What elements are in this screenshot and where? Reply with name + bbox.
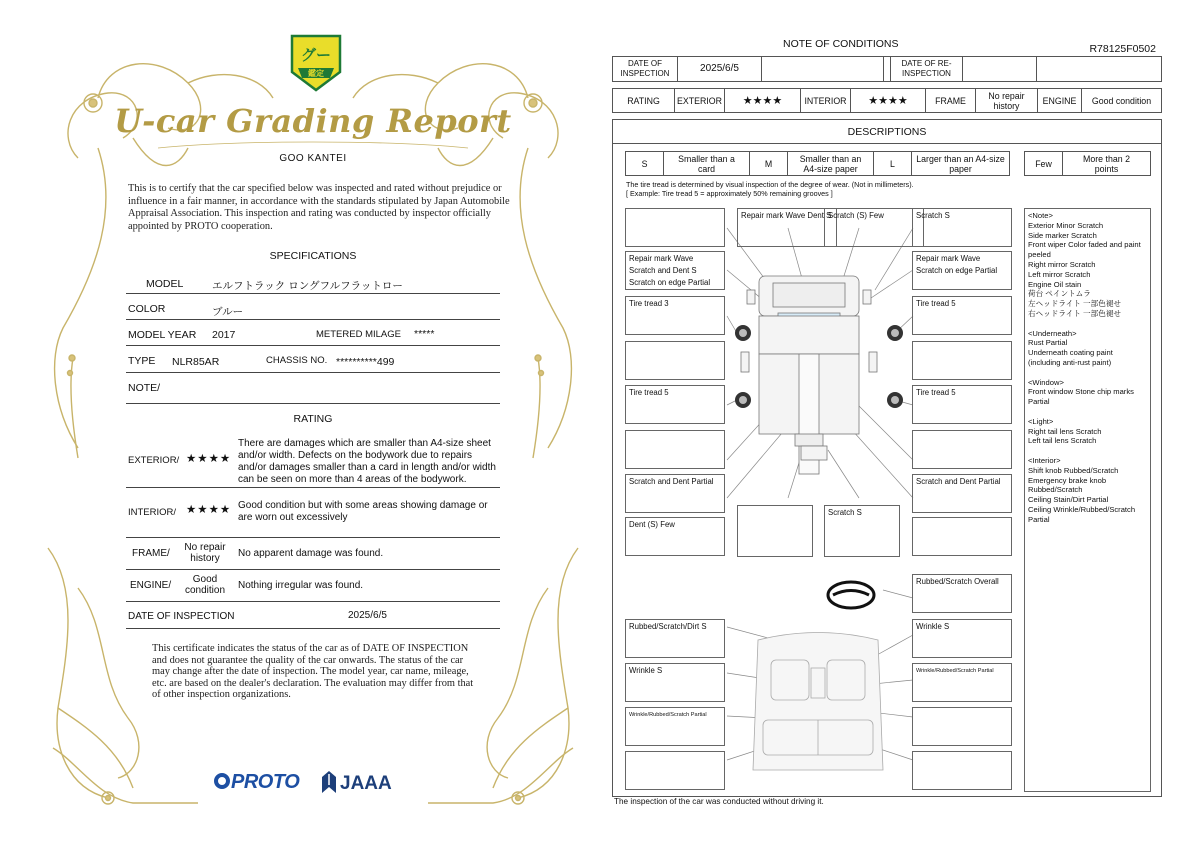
type-label: TYPE bbox=[128, 355, 156, 367]
blank-cell bbox=[884, 57, 891, 81]
engine-value: Good condition bbox=[1091, 95, 1152, 106]
comment-box-right-side bbox=[912, 341, 1012, 380]
certificate-footer: This certificate indicates the status of the car as of DATE OF INSPECTION and does not guarantee the quality of the car onwards. The status of the car may change after the date of inspection. The model year, car name, mileage, etc. are based on the dealer's declaration. The evaluation may differ from that of other inspection organizations. bbox=[152, 643, 474, 700]
legend-s: S bbox=[626, 152, 664, 175]
type-value: NLR85AR bbox=[172, 356, 220, 368]
comment-box-rear-center-left bbox=[737, 505, 813, 557]
color-label: COLOR bbox=[128, 303, 166, 315]
grading-certificate bbox=[38, 28, 588, 814]
comment-box-interior-right-2: Wrinkle/Rubbed/Scratch Partial bbox=[912, 663, 1012, 702]
rating-summary-table bbox=[612, 88, 1162, 113]
comment-box-left-side bbox=[625, 341, 725, 380]
engine-description: Nothing irregular was found. bbox=[238, 580, 364, 591]
descriptions-heading: DESCRIPTIONS bbox=[613, 120, 1161, 144]
proto-logo-icon bbox=[214, 773, 230, 789]
comment-box-rear-right-bottom bbox=[912, 517, 1012, 556]
interior-label: INTERIOR bbox=[801, 89, 851, 112]
comment-box-interior-right-3 bbox=[912, 707, 1012, 746]
comment-box-interior-left-1: Rubbed/Scratch/Dirt S bbox=[625, 619, 725, 658]
sheet-footer: The inspection of the car was conducted without driving it. bbox=[614, 797, 824, 806]
comment-box-rear-left: Scratch and Dent Partial bbox=[625, 474, 725, 513]
sheet-title: NOTE OF CONDITIONS bbox=[783, 38, 899, 50]
frame-value: No repair history bbox=[976, 89, 1038, 112]
badge-top-text: グー bbox=[300, 46, 332, 64]
proto-logo bbox=[214, 771, 299, 794]
steering-wheel-icon bbox=[828, 582, 874, 608]
legend-s-text: Smaller than a card bbox=[664, 152, 750, 175]
comment-box-tire-front-left: Tire tread 3 bbox=[625, 296, 725, 335]
spec-row-model-year bbox=[126, 320, 500, 346]
comment-box-front-center-right: Scratch (S) Few bbox=[824, 208, 924, 247]
comment-box-front-left-top bbox=[625, 208, 725, 247]
rating-heading: RATING bbox=[293, 413, 333, 425]
engine-label: ENGINE bbox=[1038, 89, 1082, 112]
tire-note-line-1: The tire tread is determined by visual inspection of the degree of wear. (Not in millimeters). bbox=[626, 180, 914, 189]
exterior-stars: ★★★★ bbox=[186, 453, 232, 465]
comment-box-interior-right-4 bbox=[912, 751, 1012, 790]
note-of-conditions-sheet bbox=[600, 0, 1200, 848]
blank-cell bbox=[1037, 57, 1161, 81]
spec-row-note bbox=[126, 373, 500, 404]
color-value: ブルー bbox=[212, 306, 244, 318]
date-of-inspection-value: 2025/6/5 bbox=[678, 57, 762, 81]
certificate-intro: This is to certify that the car specified below was inspected and rated without prejudice or influence in a fair manner, in accordance with the standards stipulated by Japan Automobile Appraisal Association. This inspection and rating was conducted by inspector officially appointed by PROTO cooperation. bbox=[128, 183, 510, 232]
comment-box-interior-left-3: Wrinkle/Rubbed/Scratch Partial bbox=[625, 707, 725, 746]
comment-box-rear-left-1 bbox=[625, 430, 725, 469]
comment-box-front-right-2: Repair mark Wave Scratch on edge Partial bbox=[912, 251, 1012, 290]
comment-box-rear-center-right: Scratch S bbox=[824, 505, 900, 557]
legend-m: M bbox=[750, 152, 788, 175]
badge-bottom-text: 鑑定 bbox=[308, 69, 324, 78]
frame-value: No repair history bbox=[184, 542, 226, 564]
chassis-value: **********499 bbox=[336, 356, 395, 368]
date-of-inspection-value: 2025/6/5 bbox=[348, 610, 387, 621]
logos bbox=[214, 768, 414, 802]
reinspection-value bbox=[963, 57, 1037, 81]
goo-kantei-badge-icon bbox=[288, 32, 344, 94]
spec-row-type bbox=[126, 346, 500, 373]
comment-box-tire-front-right: Tire tread 5 bbox=[912, 296, 1012, 335]
model-year-label: MODEL YEAR bbox=[128, 329, 197, 341]
certificate-subtitle: GOO KANTEI bbox=[279, 153, 347, 164]
frame-label: FRAME bbox=[926, 89, 976, 112]
inspection-dates-table bbox=[612, 56, 1162, 82]
comment-box-interior-right-1: Wrinkle S bbox=[912, 619, 1012, 658]
model-year-value: 2017 bbox=[212, 329, 236, 341]
comment-box-rear-right: Scratch and Dent Partial bbox=[912, 474, 1012, 513]
certificate-title: U-car Grading Report bbox=[114, 102, 512, 140]
legend-l-text: Larger than an A4-size paper bbox=[916, 153, 1005, 174]
frame-description: No apparent damage was found. bbox=[238, 548, 384, 559]
note-label: NOTE/ bbox=[128, 382, 161, 394]
proto-logo-text: PROTO bbox=[231, 771, 300, 793]
report-id: R78125F0502 bbox=[1089, 43, 1156, 55]
jaaa-logo-icon bbox=[322, 771, 336, 793]
rating-row-interior bbox=[126, 488, 500, 538]
rating-row-exterior bbox=[126, 433, 500, 488]
comment-box-steering: Rubbed/Scratch Overall bbox=[912, 574, 1012, 613]
exterior-label: EXTERIOR bbox=[675, 89, 725, 112]
milage-label: METERED MILAGE bbox=[316, 329, 401, 340]
interior-stars: ★★★★ bbox=[186, 504, 232, 516]
tire-note-line-2: [ Example: Tire tread 5 = approximately 50% remaining grooves ] bbox=[626, 189, 833, 198]
exterior-stars: ★★★★ bbox=[725, 89, 801, 112]
rating-row-engine bbox=[126, 570, 500, 602]
specifications-heading: SPECIFICATIONS bbox=[269, 250, 357, 262]
comment-box-front-right-top: Scratch S bbox=[912, 208, 1012, 247]
jaaa-logo bbox=[322, 771, 392, 795]
comment-box-rear-left-bottom: Dent (S) Few bbox=[625, 517, 725, 556]
comment-box-front-center-left: Repair mark Wave Dent S bbox=[737, 208, 837, 247]
legend-few: Few bbox=[1025, 152, 1063, 175]
model-value: エルフトラック ロングフルフラットロー bbox=[212, 280, 403, 292]
blank-cell bbox=[762, 57, 884, 81]
comment-box-interior-left-2: Wrinkle S bbox=[625, 663, 725, 702]
engine-value: Good condition bbox=[184, 574, 226, 596]
rating-label: RATING bbox=[613, 89, 675, 112]
milage-value: ***** bbox=[414, 328, 435, 340]
exterior-description: There are damages which are smaller than A4-size sheet and/or width. Defects on the bodywork due to repairs and/or damages smaller than a card in length and/or width can be seen on more than 4 areas of the bodywork. bbox=[238, 438, 496, 485]
date-of-inspection-label: DATE OF INSPECTION bbox=[128, 611, 235, 622]
rating-row-date bbox=[126, 602, 500, 629]
comment-box-interior-left-4 bbox=[625, 751, 725, 790]
comment-box-front-left-2: Repair mark Wave Scratch and Dent S Scratch on edge Partial bbox=[625, 251, 725, 290]
engine-label: ENGINE/ bbox=[130, 580, 172, 591]
comment-box-tire-rear-right: Tire tread 5 bbox=[912, 385, 1012, 424]
chassis-label: CHASSIS NO. bbox=[266, 355, 328, 366]
rating-row-frame bbox=[126, 538, 500, 570]
interior-description: Good condition but with some areas showing damage or are worn out excessively bbox=[238, 500, 488, 523]
comment-box-tire-rear-left: Tire tread 5 bbox=[625, 385, 725, 424]
spec-row-model bbox=[126, 269, 500, 294]
comment-box-rear-right-1 bbox=[912, 430, 1012, 469]
notes-panel: <Note> Exterior Minor Scratch Side marker Scratch Front wiper Color faded and paint peeled Right mirror Scratch Left mirror Scratch Engine Oil stain 荷台 ペイントムラ 左ヘッドライト 一部色褪せ 右ヘッドライト 一部色褪せ <Underneath> Rust Partial Underneath coating paint (including anti-rust paint) <Window> Front window Stone chip marks Partial <Light> Right tail lens Scratch Left tail lens Scratch <Interior> Shift knob Rubbed/Scratch Emergency brake knob Rubbed/Scratch Ceiling Stain/Dirt Partial Ceiling Wrinkle/Rubbed/Scratch Partial bbox=[1024, 208, 1151, 792]
descriptions-box bbox=[612, 119, 1162, 797]
interior-stars: ★★★★ bbox=[851, 89, 926, 112]
model-label: MODEL bbox=[146, 278, 184, 290]
legend-m-text: Smaller than an A4-size paper bbox=[788, 152, 874, 175]
exterior-label: EXTERIOR/ bbox=[128, 455, 180, 466]
date-of-inspection-label: DATE OF INSPECTION bbox=[613, 57, 678, 81]
frame-label: FRAME/ bbox=[132, 548, 170, 559]
interior-label: INTERIOR/ bbox=[128, 507, 177, 518]
date-of-reinspection-label: DATE OF RE-INSPECTION bbox=[891, 57, 963, 81]
legend-few-text: More than 2 points bbox=[1083, 153, 1130, 174]
jaaa-logo-text: JAAA bbox=[340, 773, 392, 794]
spec-row-color bbox=[126, 294, 500, 320]
legend-l: L bbox=[874, 152, 912, 175]
